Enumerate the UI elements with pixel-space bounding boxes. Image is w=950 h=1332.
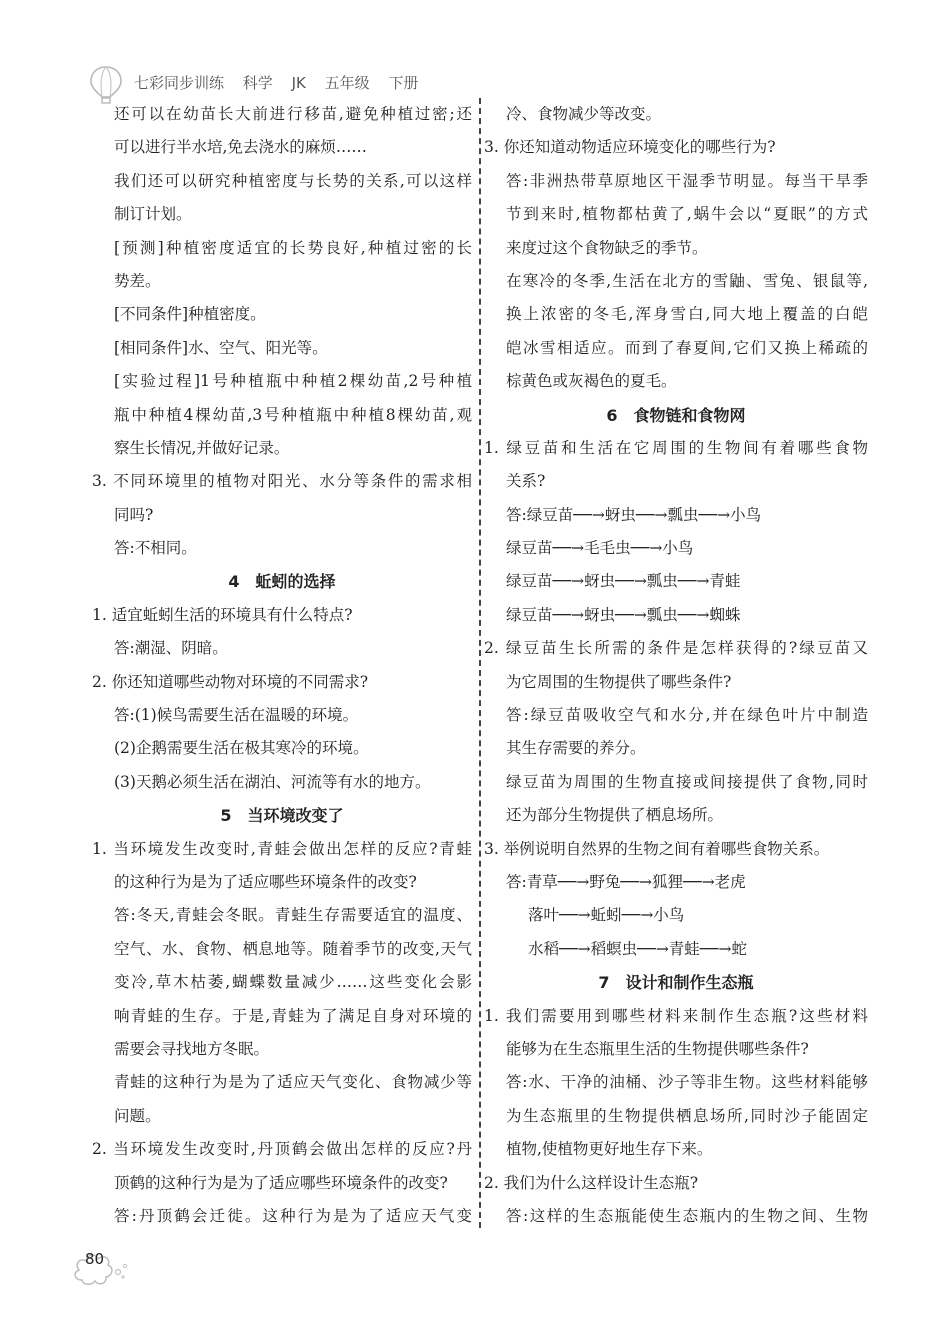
text-line: 还为部分生物提供了栖息场所。 — [506, 806, 724, 825]
question-line: 2. 当环境发生改变时,丹顶鹤会做出怎样的反应?丹 — [92, 1140, 472, 1159]
text-line: 绿豆苗──→蚜虫──→瓢虫──→蜘蛛 — [506, 605, 741, 624]
text-line: [实验过程]1号种植瓶中种植2棵幼苗,2号种植 — [114, 372, 472, 391]
text-line: (2)企鹅需要生活在极其寒冷的环境。 — [114, 739, 369, 758]
column-divider — [479, 98, 481, 1228]
text-line: 答:水、干净的油桶、沙子等非生物。这些材料能够 — [506, 1073, 868, 1092]
text-line: 顶鹤的这种行为是为了适应哪些环境条件的改变? — [114, 1173, 448, 1192]
text-line: 可以进行半水培,免去浇水的麻烦…… — [114, 138, 367, 157]
grade-name: 五年级 — [324, 74, 370, 92]
text-line: 答:(1)候鸟需要生活在温暖的环境。 — [114, 706, 359, 725]
text-line: 答:绿豆苗吸收空气和水分,并在绿色叶片中制造 — [506, 706, 868, 725]
section-heading: 6 食物链和食物网 — [606, 405, 746, 425]
text-line: 绿豆苗──→蚜虫──→瓢虫──→青蛙 — [506, 572, 741, 591]
text-line: 为生态瓶里的生物提供栖息场所,同时沙子能固定 — [506, 1106, 868, 1125]
question-line: 1. 适宜蚯蚓生活的环境具有什么特点? — [92, 605, 353, 624]
text-line: 棕黄色或灰褐色的夏毛。 — [506, 372, 677, 391]
text-line: 答:青草──→野兔──→狐狸──→老虎 — [506, 872, 746, 891]
text-line: 制订计划。 — [114, 205, 192, 224]
text-line: 答:潮湿、阴暗。 — [114, 639, 228, 658]
text-line: 瓶中种植4棵幼苗,3号种植瓶中种植8棵幼苗,观 — [114, 405, 472, 424]
text-line: 能够为在生态瓶里生活的生物提供哪些条件? — [506, 1039, 809, 1058]
text-line: 答:这样的生态瓶能使生态瓶内的生物之间、生物 — [506, 1206, 868, 1225]
book-title — [134, 72, 432, 93]
question-line: 2. 绿豆苗生长所需的条件是怎样获得的?绿豆苗又 — [484, 639, 868, 658]
text-line: 冷、食物减少等改变。 — [506, 105, 662, 123]
text-line: 其生存需要的养分。 — [506, 739, 646, 758]
right-column — [484, 98, 868, 1233]
text-line: 换上浓密的冬毛,浑身雪白,同大地上覆盖的白皑 — [506, 305, 868, 324]
text-line: 问题。 — [114, 1106, 161, 1125]
text-line: 为它周围的生物提供了哪些条件? — [506, 672, 732, 691]
section-heading: 4 蚯蚓的选择 — [228, 572, 336, 592]
text-line: 同吗? — [114, 505, 154, 524]
subject-name: 科学 — [242, 74, 273, 92]
text-line: 皑冰雪相适应。而到了春夏间,它们又换上稀疏的 — [506, 338, 868, 357]
text-line: 势差。 — [114, 271, 161, 290]
text-line: 响青蛙的生存。于是,青蛙为了满足自身对环境的 — [114, 1006, 472, 1025]
text-line: 察生长情况,并做好记录。 — [114, 438, 290, 457]
question-line: 1. 绿豆苗和生活在它周围的生物间有着哪些食物 — [484, 438, 868, 457]
text-line: 青蛙的这种行为是为了适应天气变化、食物减少等 — [114, 1073, 472, 1092]
text-line: 空气、水、食物、栖息地等。随着季节的改变,天气 — [114, 939, 472, 958]
text-line: [预测]种植密度适宜的长势良好,种植过密的长 — [114, 238, 472, 257]
text-line: (3)天鹅必须生活在湖泊、河流等有水的地方。 — [114, 772, 431, 791]
text-line: 在寒冷的冬季,生活在北方的雪鼬、雪兔、银鼠等, — [506, 271, 868, 290]
question-line: 2. 我们为什么这样设计生态瓶? — [484, 1173, 699, 1192]
text-line: 答:丹顶鹤会迁徙。这种行为是为了适应天气变 — [114, 1206, 472, 1225]
series-name: 七彩同步训练 — [134, 74, 225, 92]
section-heading: 7 设计和制作生态瓶 — [598, 973, 754, 993]
text-line: 我们还可以研究种植密度与长势的关系,可以这样 — [114, 171, 472, 190]
edition-name: JK — [291, 74, 306, 92]
question-line: 3. 你还知道动物适应环境变化的哪些行为? — [484, 138, 776, 157]
text-line: 节到来时,植物都枯黄了,蜗牛会以“夏眠”的方式 — [506, 205, 868, 224]
text-line: 答:非洲热带草原地区干湿季节明显。每当干旱季 — [506, 171, 868, 190]
text-line: 答:绿豆苗──→蚜虫──→瓢虫──→小鸟 — [506, 505, 762, 524]
text-line: [不同条件]种植密度。 — [114, 305, 266, 324]
text-line: 植物,使植物更好地生存下来。 — [506, 1140, 713, 1159]
text-line: 还可以在幼苗长大前进行移苗,避免种植过密;还 — [114, 105, 472, 123]
text-line: 答:不相同。 — [114, 539, 197, 558]
question-line: 3. 举例说明自然界的生物之间有着哪些食物关系。 — [484, 839, 830, 858]
question-line: 1. 我们需要用到哪些材料来制作生态瓶?这些材料 — [484, 1006, 868, 1025]
text-line: 变冷,草木枯萎,蝴蝶数量减少……这些变化会影 — [114, 973, 472, 992]
text-line: 落叶──→蚯蚓──→小鸟 — [528, 906, 685, 925]
text-line: 关系? — [506, 472, 546, 491]
question-line: 3. 不同环境里的植物对阳光、水分等条件的需求相 — [92, 472, 472, 491]
text-line: 绿豆苗──→毛毛虫──→小鸟 — [506, 539, 694, 558]
left-column — [92, 98, 472, 1233]
volume-name: 下册 — [388, 74, 419, 92]
text-line: [相同条件]水、空气、阳光等。 — [114, 338, 328, 357]
question-line: 1. 当环境发生改变时,青蛙会做出怎样的反应?青蛙 — [92, 839, 472, 858]
text-line: 绿豆苗为周围的生物直接或间接提供了食物,同时 — [506, 772, 868, 791]
text-line: 答:冬天,青蛙会冬眠。青蛙生存需要适宜的温度、 — [114, 906, 472, 925]
text-line: 来度过这个食物缺乏的季节。 — [506, 238, 708, 257]
question-line: 2. 你还知道哪些动物对环境的不同需求? — [92, 672, 369, 691]
text-line: 水稻──→稻螟虫──→青蛙──→蛇 — [528, 939, 747, 958]
page-number: 80 — [85, 1250, 105, 1268]
section-heading: 5 当环境改变了 — [220, 806, 344, 826]
text-line: 的这种行为是为了适应哪些环境条件的改变? — [114, 872, 417, 891]
text-line: 需要会寻找地方冬眠。 — [114, 1039, 270, 1058]
